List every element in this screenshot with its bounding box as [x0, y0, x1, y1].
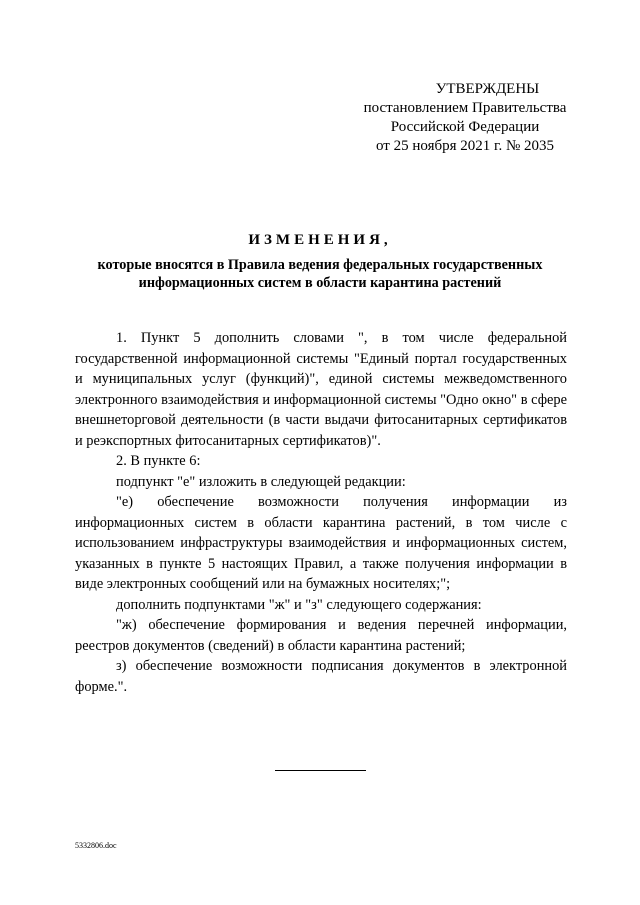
- paragraph-subpoint-e-intro: подпункт "е" изложить в следующей редакции:: [116, 473, 406, 490]
- approval-line-resolution: постановлением Правительства: [363, 100, 567, 116]
- paragraph-item-2: 2. В пункте 6:: [116, 453, 201, 469]
- document-subtitle: [60, 256, 580, 292]
- approval-line-federation: Российской Федерации: [390, 119, 540, 135]
- paragraph-item-1: 1. Пункт 5 дополнить словами ", в том числе федеральной государственной информационной системы "Единый портал государственных и муниципальных услуг (функций)", единой системы межведомственного электронного взаимодействия и информационной системы "Одно окно" в сфере внешнеторговой деятельности (в части выдачи фитосанитарных сертификатов и реэкспортных фитосанитарных сертификатов)".: [75, 330, 567, 449]
- approval-line-date-number: от 25 ноября 2021 г. № 2035: [375, 138, 555, 154]
- document-subtitle-line: информационных систем в области карантина растений: [138, 275, 502, 291]
- approval-stamp: [330, 80, 600, 156]
- paragraph-add-subpoints-intro: дополнить подпунктами "ж" и "з" следующего содержания:: [116, 596, 482, 613]
- paragraph-subpoint-zh: "ж) обеспечение формирования и ведения перечней информации, реестров документов (сведений) в области карантина растений;: [75, 617, 567, 654]
- document-file-code: 5332806.doc: [75, 841, 117, 850]
- paragraph-subpoint-z: з) обеспечение возможности подписания документов в электронной форме.".: [75, 658, 567, 695]
- approval-heading: УТВЕРЖДЕНЫ: [435, 81, 540, 97]
- document-body: [75, 328, 567, 697]
- document-title: ИЗМЕНЕНИЯ,: [248, 232, 392, 248]
- end-divider: [275, 770, 366, 771]
- document-subtitle-line: которые вносятся в Правила ведения федеральных государственных: [97, 257, 543, 273]
- title-block: [60, 230, 580, 292]
- paragraph-subpoint-e: "е) обеспечение возможности получения информации из информационных систем в области карантина растений, в том числе с использованием инфраструктуры взаимодействия и информационных систем, указанных в пункте 5 настоящих Правил, а также получения информации в виде электронных сообщений или на бумажных носителях;";: [75, 494, 567, 592]
